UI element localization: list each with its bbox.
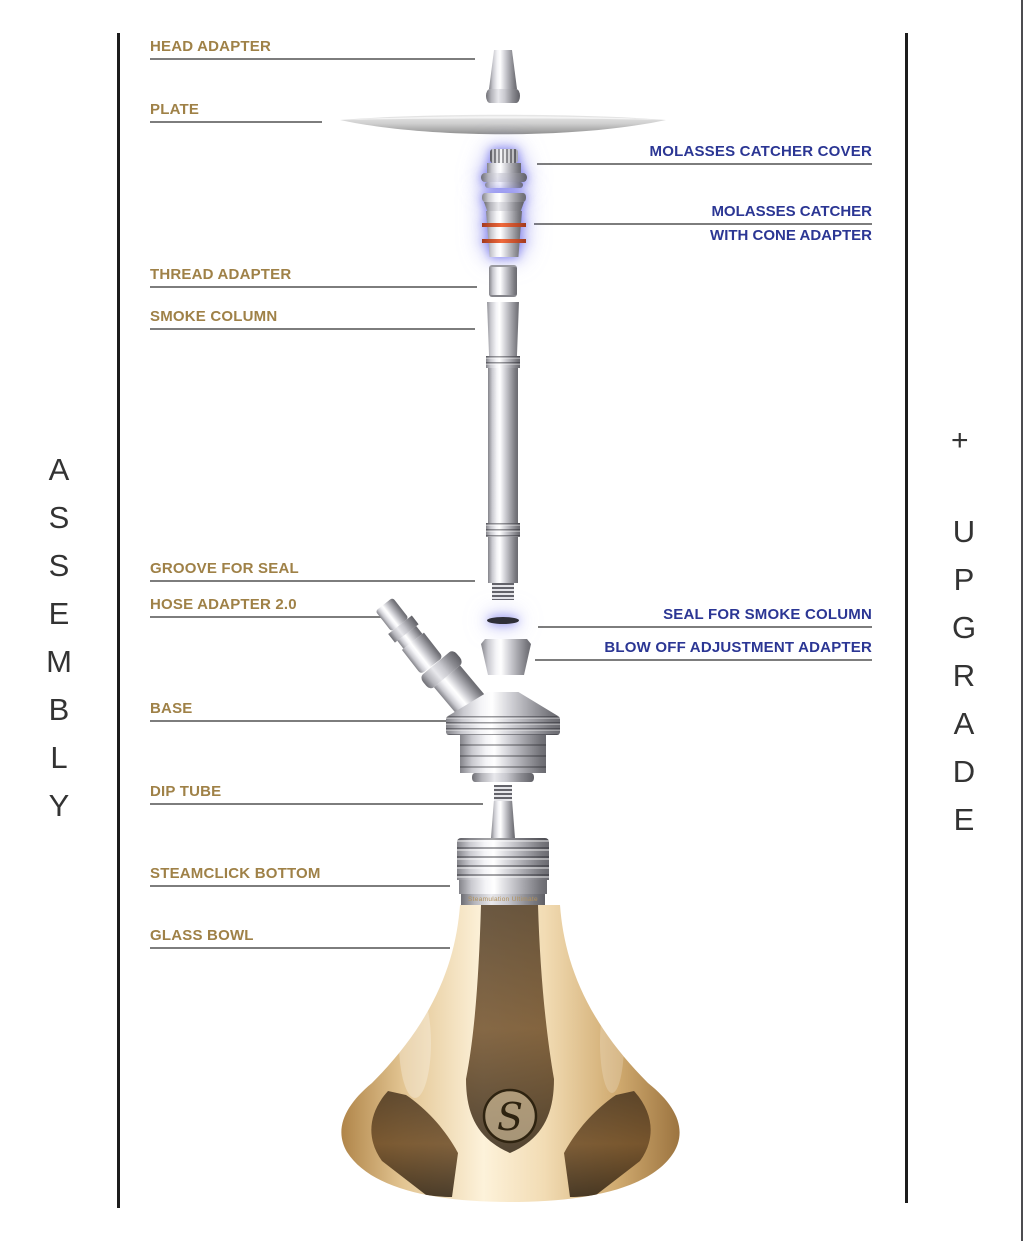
left-frame-line	[117, 33, 120, 1208]
label-dip-tube: DIP TUBE	[150, 783, 483, 805]
label-smoke-column: SMOKE COLUMN	[150, 308, 475, 330]
seal-part	[487, 617, 519, 624]
glass-bowl-part	[330, 903, 692, 1205]
label-molasses-catcher: MOLASSES CATCHER WITH CONE ADAPTER	[534, 203, 872, 244]
assembly-vertical-word: A S S E M B L Y	[46, 452, 72, 823]
upgrade-plus-sign: +	[951, 424, 969, 457]
bowl-logo-letter: S	[496, 1095, 524, 1139]
base-part	[432, 650, 582, 782]
molasses-catcher-cover-part	[481, 149, 527, 188]
brand-text: Steamulation Ultimate	[468, 896, 538, 903]
label-base: BASE	[150, 700, 448, 722]
dip-tube-part	[490, 785, 516, 838]
steamclick-bottom-part	[457, 838, 549, 912]
label-glass-bowl: GLASS BOWL	[150, 927, 450, 949]
smoke-column-part	[486, 302, 520, 600]
label-groove-for-seal: GROOVE FOR SEAL	[150, 560, 475, 582]
head-adapter-part	[486, 50, 520, 103]
upgrade-vertical-word: U P G R A D E	[951, 514, 977, 837]
label-molasses-catcher-cover: MOLASSES CATCHER COVER	[537, 143, 872, 165]
label-plate: PLATE	[150, 101, 322, 123]
molasses-catcher-part	[482, 193, 526, 257]
label-blow-off-adapter: BLOW OFF ADJUSTMENT ADAPTER	[535, 639, 872, 661]
label-head-adapter: HEAD ADAPTER	[150, 38, 475, 60]
plate-part	[338, 108, 668, 142]
label-steamclick-bottom: STEAMCLICK BOTTOM	[150, 865, 450, 887]
label-seal-for-smoke-column: SEAL FOR SMOKE COLUMN	[538, 606, 872, 628]
page-edge-line	[1021, 0, 1023, 1241]
label-thread-adapter: THREAD ADAPTER	[150, 266, 477, 288]
right-frame-line	[905, 33, 908, 1203]
thread-adapter-part	[489, 265, 517, 297]
label-hose-adapter: HOSE ADAPTER 2.0	[150, 596, 393, 618]
